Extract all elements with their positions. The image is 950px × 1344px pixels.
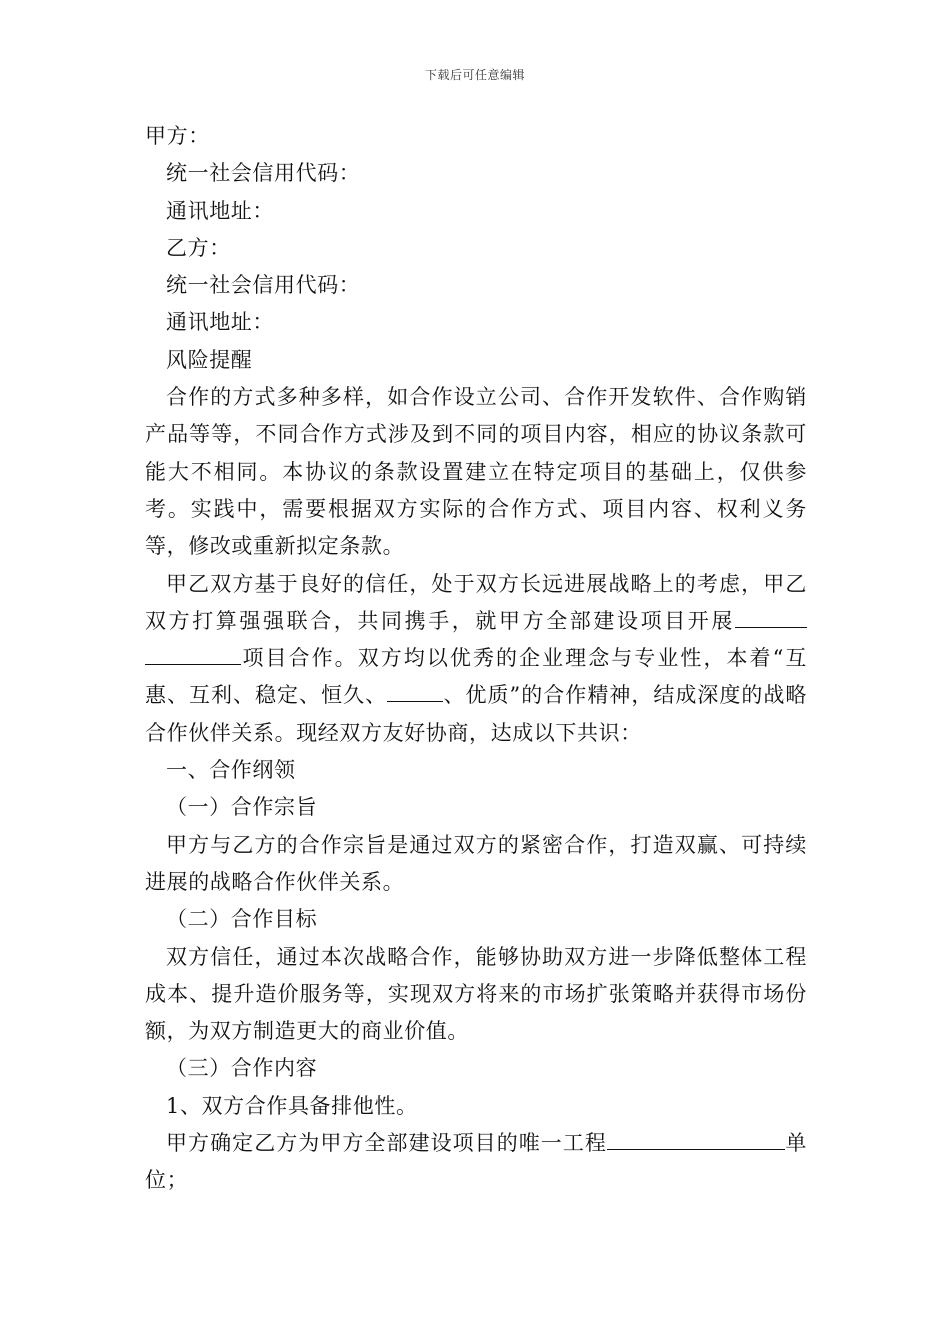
document-body — [145, 118, 807, 1200]
intro-paragraph — [145, 566, 807, 752]
fill-blank-line[interactable] — [607, 1125, 785, 1150]
fill-blank-line[interactable] — [735, 603, 807, 628]
intro-text-part2: 项目合作。双方均以优秀的企业理念与专业性，本着“互惠、互利、稳定、恒久、 — [145, 646, 807, 708]
party-a-credit-code-label: 统一社会信用代码： — [166, 161, 361, 186]
risk-title: 风险提醒 — [166, 347, 253, 372]
intro-text-part3: 、优质”的合作精神，结成深度的战略合作伙伴关系。现经双方友好协商，达成以下共识： — [145, 683, 807, 745]
party-b-credit-code-label: 统一社会信用代码： — [166, 273, 361, 298]
party-b-address-label: 通讯地址： — [166, 310, 274, 335]
party-a-label: 甲方： — [145, 124, 210, 148]
section-1-sub-2-text: 双方信任，通过本次战略合作，能够协助双方进一步降低整体工程成本、提升造价服务等，实现双方将来的市场扩张策略并获得市场份额，为双方制造更大的商业价值。 — [145, 944, 807, 1044]
section-1-sub-2-title: （二）合作目标 — [166, 907, 318, 932]
section-1-sub-3-title: （三）合作内容 — [166, 1056, 318, 1081]
section-1-sub-1-title: （一）合作宗旨 — [166, 795, 318, 820]
section-1-sub-1-text: 甲方与乙方的合作宗旨是通过双方的紧密合作，打造双赢、可持续进展的战略合作伙伴关系。 — [145, 832, 807, 894]
fill-blank-line[interactable] — [387, 677, 443, 702]
item-1-title: 1、双方合作具备排他性。 — [166, 1093, 418, 1118]
section-1-title: 一、合作纲领 — [166, 758, 296, 783]
risk-paragraph: 合作的方式多种多样，如合作设立公司、合作开发软件、合作购销产品等等，不同合作方式涉及到不同的项目内容，相应的协议条款可能大不相同。本协议的条款设置建立在特定项目的基础上，仅供参考。实践中，需要根据双方实际的合作方式、项目内容、权利义务等，修改或重新拟定条款。 — [145, 385, 807, 559]
page-header: 下载后可任意编辑 — [424, 68, 525, 82]
party-a-address-label: 通讯地址： — [166, 198, 274, 223]
intro-text-part1: 甲乙双方基于良好的信任，处于双方长远进展战略上的考虑，甲乙双方打算强强联合，共同携手，就甲方全部建设项目开展 — [145, 571, 807, 633]
item-1-text-a: 甲方确定乙方为甲方全部建设项目的唯一工程 — [166, 1131, 607, 1156]
item-1-text-b: 单位； — [145, 1131, 808, 1193]
fill-blank-line[interactable] — [145, 640, 241, 665]
item-1-text — [145, 1125, 807, 1200]
party-b-label: 乙方： — [166, 235, 231, 260]
